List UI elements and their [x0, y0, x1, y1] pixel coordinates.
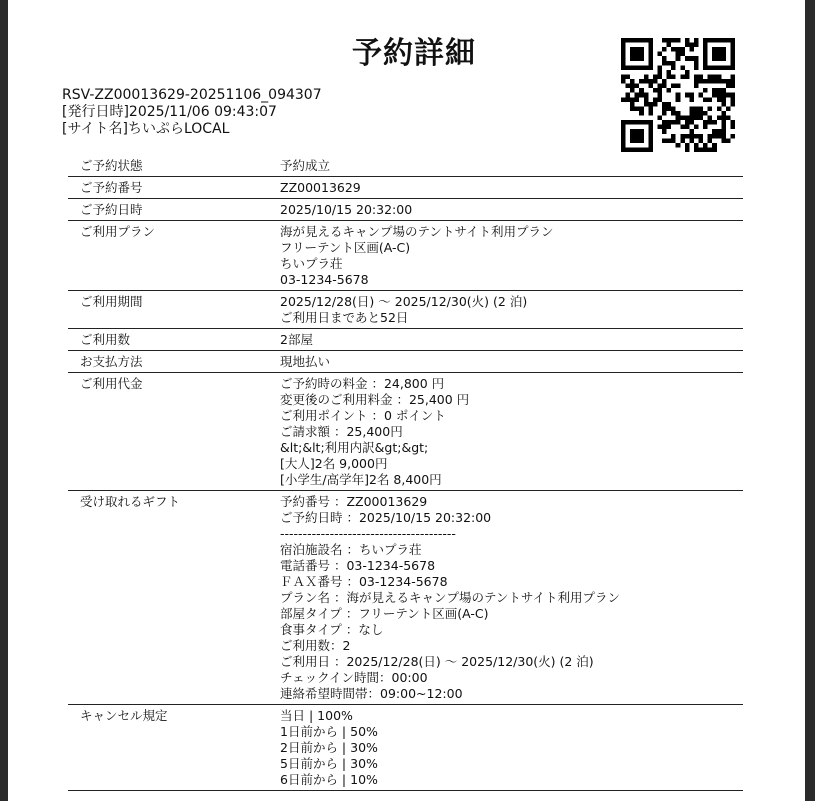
detail-value-line: ご予約日時 ：2025/10/15 20:32:00: [280, 510, 492, 525]
detail-value-line: 2部屋: [280, 332, 313, 347]
detail-row: [68, 491, 743, 705]
detail-value-line: ご利用日 ：2025/12/28(日) 〜 2025/12/30(火) (2 泊): [280, 654, 594, 669]
detail-value-line: 海が見えるキャンプ場のテントサイト利用プラン: [280, 224, 554, 239]
site-name: [サイト名]ちいぷらLOCAL: [62, 121, 230, 137]
detail-value-line: ご利用日まであと52日: [280, 310, 409, 325]
document-page: [8, 0, 805, 801]
detail-value-line: 2日前から | 30%: [280, 740, 378, 755]
detail-value-line: 2025/12/28(日) 〜 2025/12/30(火) (2 泊): [280, 294, 528, 309]
detail-value-line: 部屋タイプ ：フリーテント区画(A-C): [280, 606, 489, 621]
detail-value-line: &lt;&lt;利用内訳&gt;&gt;: [280, 440, 429, 455]
detail-value: [280, 373, 743, 491]
detail-value-line: ご予約時の料金 ：24,800 円: [280, 376, 445, 391]
detail-label: ご利用数: [68, 329, 280, 351]
page-title: 予約詳細: [352, 36, 476, 71]
qr-code-icon: [621, 38, 735, 152]
reservation-details-table: [68, 155, 743, 791]
detail-value-line: 予約番号 ：ZZ00013629: [280, 494, 428, 509]
detail-value-line: [小学生/高学年]2名 8,400円: [280, 472, 442, 487]
detail-value-line: プラン名 ：海が見えるキャンプ場のテントサイト利用プラン: [280, 590, 620, 605]
detail-value-line: 変更後のご利用料金 ：25,400 円: [280, 392, 470, 407]
detail-row: [68, 705, 743, 791]
detail-value: [280, 351, 743, 373]
detail-value-line: チェックイン時間：00:00: [280, 670, 428, 685]
detail-value-line: 連絡希望時間帯：09:00~12:00: [280, 686, 463, 701]
detail-value-line: 2025/10/15 20:32:00: [280, 202, 413, 217]
detail-row: [68, 199, 743, 221]
detail-row: [68, 221, 743, 291]
detail-value: [280, 155, 743, 177]
detail-value-line: ご請求額 ：25,400円: [280, 424, 403, 439]
detail-value-line: 5日前から | 30%: [280, 756, 378, 771]
detail-label: ご予約状態: [68, 155, 280, 177]
detail-row: [68, 329, 743, 351]
detail-value: [280, 199, 743, 221]
detail-value-line: 宿泊施設名 ：ちいプラ荘: [280, 542, 422, 557]
detail-label: 受け取れるギフト: [68, 491, 280, 705]
detail-value-line: [大人]2名 9,000円: [280, 456, 388, 471]
detail-value: [280, 177, 743, 199]
detail-value: [280, 329, 743, 351]
detail-value-line: ご利用数：2: [280, 638, 351, 653]
document-meta: [62, 87, 322, 138]
detail-label: ご予約日時: [68, 199, 280, 221]
detail-value-line: ご利用ポイント ：0 ポイント: [280, 408, 446, 423]
detail-label: お支払方法: [68, 351, 280, 373]
detail-value-line: ZZ00013629: [280, 180, 361, 195]
detail-row: [68, 291, 743, 329]
detail-value-line: ＦＡＸ番号 ：03-1234-5678: [280, 574, 448, 589]
detail-value: [280, 291, 743, 329]
detail-label: ご予約番号: [68, 177, 280, 199]
detail-row: [68, 155, 743, 177]
detail-value-line: 電話番号 ：03-1234-5678: [280, 558, 436, 573]
detail-label: キャンセル規定: [68, 705, 280, 791]
detail-row: [68, 177, 743, 199]
detail-value: [280, 705, 743, 791]
reservation-code: RSV-ZZ00013629-20251106_094307: [62, 87, 322, 103]
detail-value-line: 6日前から | 10%: [280, 772, 378, 787]
detail-value-line: 現地払い: [280, 354, 331, 369]
detail-value-line: ちいプラ荘: [280, 256, 343, 271]
detail-row: [68, 351, 743, 373]
detail-label: ご利用代金: [68, 373, 280, 491]
issued-datetime: [発行日時]2025/11/06 09:43:07: [62, 104, 277, 120]
detail-value-line: 当日 | 100%: [280, 708, 353, 723]
detail-value: [280, 221, 743, 291]
detail-label: ご利用期間: [68, 291, 280, 329]
detail-value-line: 予約成立: [280, 158, 331, 173]
detail-row: [68, 373, 743, 491]
detail-label: ご利用プラン: [68, 221, 280, 291]
detail-value-line: 1日前から | 50%: [280, 724, 378, 739]
detail-value-line: 03-1234-5678: [280, 272, 369, 287]
detail-value-line: 食事タイプ ：なし: [280, 622, 384, 637]
detail-value-line: ---------------------------------------: [280, 526, 456, 541]
detail-value-line: フリーテント区画(A-C): [280, 240, 411, 255]
detail-value: [280, 491, 743, 705]
